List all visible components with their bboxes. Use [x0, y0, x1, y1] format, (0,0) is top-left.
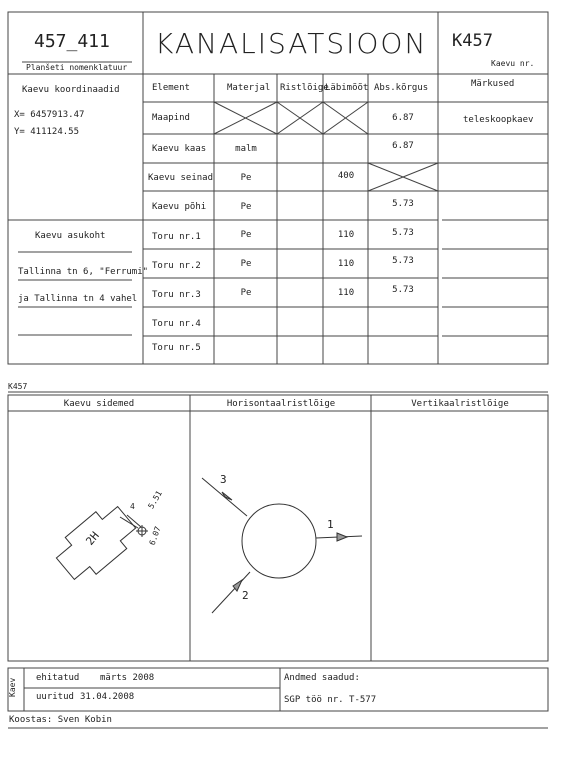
col-header-notes: Märkused: [471, 79, 515, 89]
row-material: Pe: [240, 173, 252, 183]
building-label: 2H: [83, 529, 102, 548]
row-element: Kaevu seinad: [148, 173, 214, 183]
sheet-number: 457_411: [34, 31, 110, 52]
page-title: KANALISATSIOON: [155, 27, 428, 60]
row-element: Toru nr.1: [152, 232, 201, 242]
row-elevation: 5.73: [392, 256, 414, 266]
row-diameter: 400: [337, 171, 355, 181]
col-header-diameter: Läbimõõt: [325, 83, 369, 93]
col-header-material: Materjal: [227, 83, 271, 93]
row-element: Toru nr.2: [152, 261, 201, 271]
row-diameter: 110: [337, 288, 355, 298]
row-material: malm: [235, 144, 257, 154]
surveyed-label: uuritud: [36, 692, 74, 702]
coordinates-heading: Kaevu koordinaadid: [22, 85, 120, 95]
row-material: Pe: [240, 288, 252, 298]
coordinate-y: Y= 411124.55: [14, 127, 80, 137]
tie-distance-a: 5.51: [146, 489, 164, 511]
pipe-1-label: 1: [327, 518, 334, 531]
col-title-ties: Kaevu sidemed: [63, 399, 135, 409]
location-heading: Kaevu asukoht: [35, 231, 106, 241]
row-material: Pe: [240, 202, 252, 212]
pipe-3-label: 3: [220, 473, 227, 486]
row-elevation: 6.87: [392, 113, 414, 123]
tie-distance-b: 6.07: [147, 525, 163, 547]
row-diameter: 110: [337, 259, 355, 269]
sheet-caption: Planšeti nomenklatuur: [26, 63, 128, 72]
footer-side-label: Kaev: [8, 677, 17, 697]
surveyed-value: 31.04.2008: [80, 692, 135, 702]
location-line-1: Tallinna tn 6, "Ferrumi": [18, 267, 149, 277]
row-elevation: 5.73: [392, 285, 414, 295]
well-id: K457: [452, 31, 493, 51]
location-line-2: ja Tallinna tn 4 vahel: [18, 294, 138, 304]
source-value: SGP töö nr. T-577: [284, 695, 377, 705]
row-element: Toru nr.3: [152, 290, 201, 300]
row-elevation: 5.73: [392, 228, 414, 238]
row-element: Maapind: [152, 113, 190, 123]
coordinate-x: X= 6457913.47: [14, 110, 85, 120]
row-element: Kaevu põhi: [152, 202, 207, 212]
row-note: teleskoopkaev: [463, 115, 534, 125]
col-title-horizontal: Horisontaalristlõige: [226, 399, 336, 409]
source-label: Andmed saadud:: [284, 673, 360, 683]
row-elevation: 5.73: [392, 199, 414, 209]
tie-distance-c: 4: [130, 502, 135, 511]
col-header-elevation: Abs.kõrgus: [374, 83, 429, 93]
row-element: Toru nr.4: [152, 319, 201, 329]
pipe-2-label: 2: [242, 589, 249, 602]
author-line: Koostas: Sven Kobin: [9, 715, 112, 725]
row-element: Toru nr.5: [152, 343, 201, 353]
built-value: märts 2008: [100, 673, 155, 683]
row-elevation: 6.87: [392, 141, 414, 151]
lower-section-label: K457: [8, 382, 28, 391]
col-header-cross: Ristlõige: [280, 83, 329, 93]
row-material: Pe: [240, 230, 252, 240]
row-diameter: 110: [337, 230, 355, 240]
built-label: ehitatud: [36, 673, 80, 683]
row-element: Kaevu kaas: [152, 144, 207, 154]
row-material: Pe: [240, 259, 252, 269]
well-caption: Kaevu nr.: [491, 59, 535, 68]
col-header-element: Element: [152, 83, 190, 93]
col-title-vertical: Vertikaalristlõige: [411, 399, 509, 409]
